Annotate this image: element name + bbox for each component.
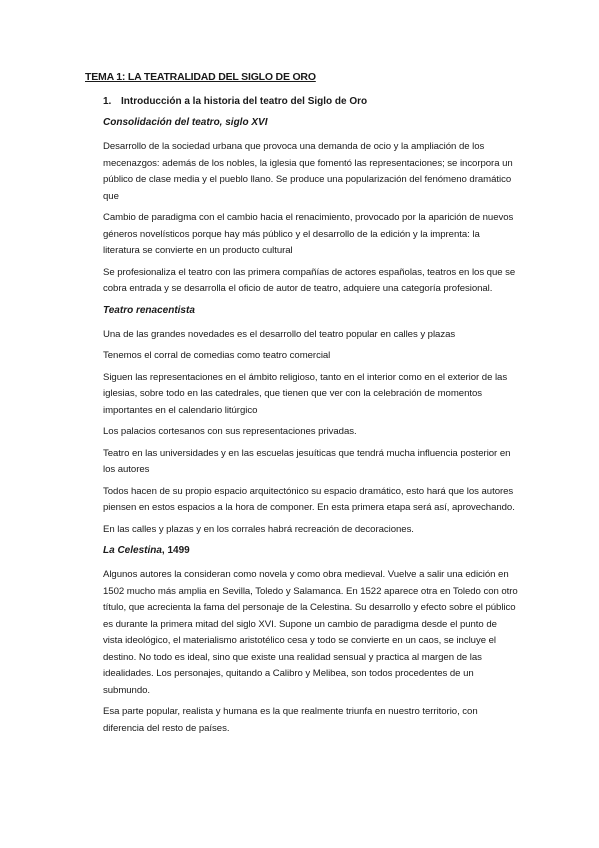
subheading-celestina-year: , 1499 (161, 545, 190, 556)
subheading-celestina-title: La Celestina (103, 545, 162, 556)
section-heading (103, 96, 367, 107)
section-number: 1. (103, 96, 112, 107)
paragraph: En las calles y plazas y en los corrales habrá recreación de decoraciones. (103, 523, 414, 535)
paragraph: Siguen las representaciones en el ámbito religioso, tanto en el interior como en el exterior de las iglesias, sobre todo en las catedrales, que tienen que ver con la celebración de momentos importantes en el calendario litúrgico (103, 371, 508, 416)
paragraph: Todos hacen de su propio espacio arquitectónico su espacio dramático, esto hará que los autores piensen en estos espacios a la hora de componer. En esta primera etapa será así, aprovechando. (103, 485, 515, 513)
paragraph: Se profesionaliza el teatro con las primera compañías de actores españolas, teatros en los que se cobra entrada y se desarrolla el oficio de autor de teatro, adquiere una categoría profesional. (103, 266, 516, 294)
document-content (103, 115, 518, 742)
section-title: Introducción a la historia del teatro del Siglo de Oro (121, 96, 368, 107)
subheading-la-celestina (103, 543, 518, 558)
document-title: TEMA 1: LA TEATRALIDAD DEL SIGLO DE ORO (85, 71, 316, 83)
paragraph: Los palacios cortesanos con sus representaciones privadas. (103, 426, 357, 437)
paragraph: Desarrollo de la sociedad urbana que provoca una demanda de ocio y la ampliación de los mecenazgos: además de los nobles, la iglesia que fomentó las representaciones; se incorpora un público de clase media y el pueblo llano. Se produce una popularización del fenómeno dramático que (103, 141, 513, 202)
paragraph: Una de las grandes novedades es el desarrollo del teatro popular en calles y plazas (103, 328, 456, 340)
paragraph: Cambio de paradigma con el cambio hacia el renacimiento, provocado por la aparición de nuevos géneros novelísticos porque hay más público y el desarrollo de la edición y la imprenta: la literatura se convierte en un producto cultural (103, 212, 514, 256)
paragraph: Tenemos el corral de comedias como teatro comercial (103, 350, 331, 361)
subheading-consolidacion: Consolidación del teatro, siglo XVI (103, 117, 268, 128)
subheading-teatro-renacentista: Teatro renacentista (103, 304, 195, 316)
paragraph: Esa parte popular, realista y humana es la que realmente triunfa en nuestro territorio, con diferencia del resto de países. (103, 706, 478, 734)
paragraph: Teatro en las universidades y en las escuelas jesuíticas que tendrá mucha influencia posterior en los autores (103, 447, 511, 475)
paragraph: Algunos autores la consideran como novela y como obra medieval. Vuelve a salir una edición en 1502 mucho más amplia en Sevilla, Toledo y Salamanca. En 1522 aparece otra en Toledo con otro título, que acrecienta la fama del personaje de la Celestina. Su desarrollo y efecto sobre el público es durante la primera mitad del siglo XVI. Supone un cambio de paradigma desde el punto de vista ideológico, el materialismo aristotélico cesa y todo se convierte en un caos, se incluye el destino. No todo es ideal, sino que existe una realidad sensual y practica al margen de las idealidades. Los personajes, quitando a Calibro y Melibea, son todos procedentes de un submundo. (103, 569, 518, 696)
